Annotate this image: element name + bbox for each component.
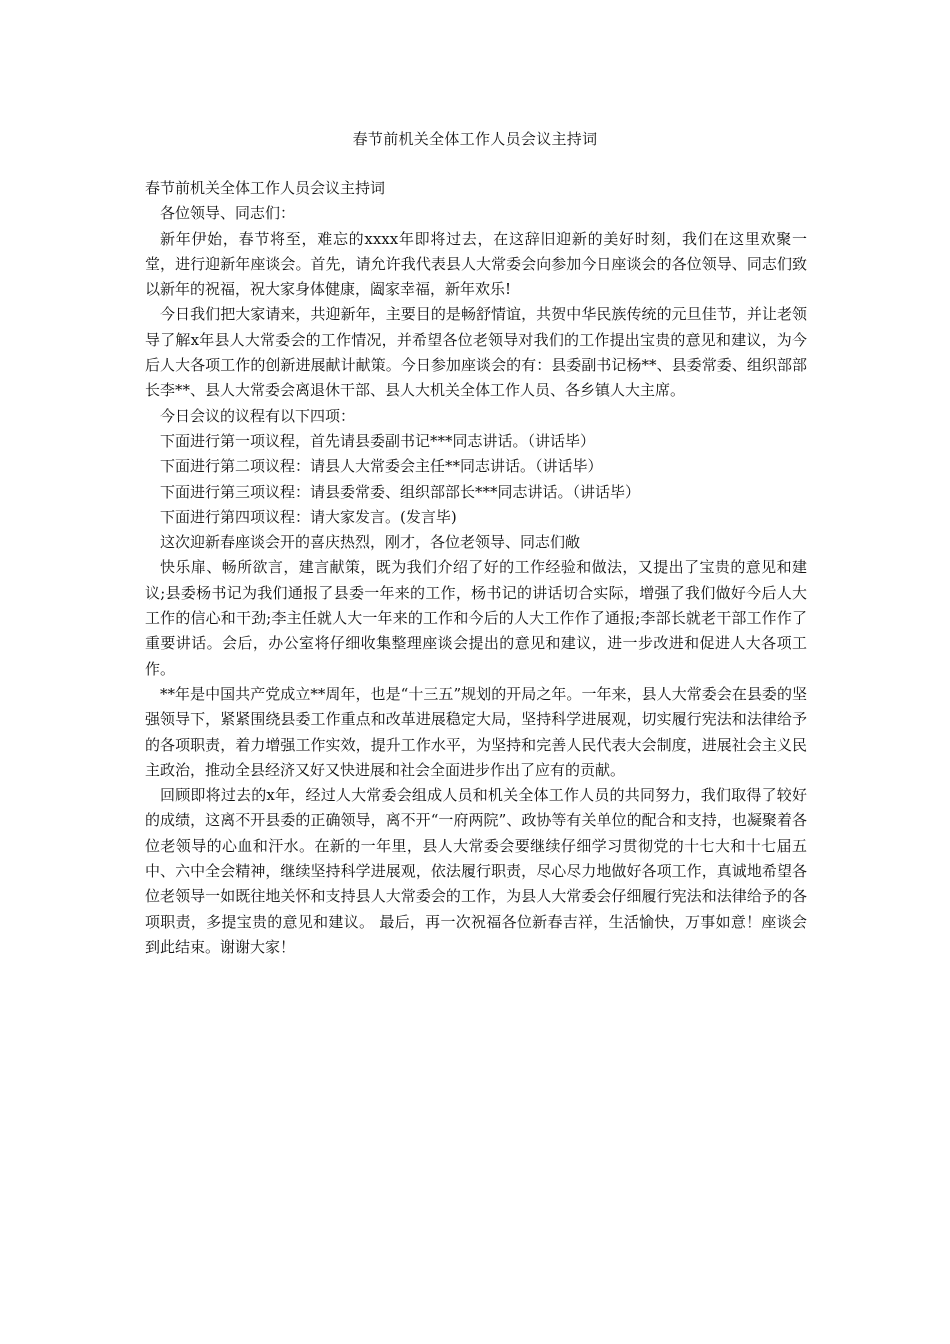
body-paragraph: **年是中国共产党成立**周年，也是“十三五”规划的开局之年。一年来，县人大常委会在县委的坚强领导下，紧紧围绕县委工作重点和改革进展稳定大局，坚持科学进展观，切实履行宪法和法律给予的各项职责，着力增强工作实效，提升工作水平，为坚持和完善人民代表大会制度，进展社会主义民主政治，推动全县经济又好又快进展和社会全面进步作出了应有的贡献。 bbox=[145, 684, 807, 779]
body-paragraph: 这次迎新春座谈会开的喜庆热烈，刚才，各位老领导、同志们敞 bbox=[160, 533, 581, 552]
agenda-item: 下面进行第四项议程：请大家发言。(发言毕) bbox=[160, 507, 457, 526]
agenda-item: 下面进行第二项议程：请县人大常委会主任**同志讲话。（讲话毕） bbox=[160, 457, 603, 476]
salutation-paragraph: 各位领导、同志们： bbox=[160, 204, 296, 223]
agenda-item: 下面进行第三项议程：请县委常委、组织部部长***同志讲话。（讲话毕） bbox=[160, 482, 641, 501]
body-paragraph: 今日我们把大家请来，共迎新年，主要目的是畅舒情谊，共贺中华民族传统的元旦佳节，并让老领导了解x年县人大常委会的工作情况，并希望各位老领导对我们的工作提出宝贵的意见和建议，为今后人大各项工作的创新进展献计献策。今日参加座谈会的有：县委副书记杨**、县委常委、组织部部长李**、县人大常委会离退休干部、县人大机关全体工作人员、各乡镇人大主席。 bbox=[145, 305, 807, 400]
body-paragraph: 快乐扉、畅所欲言，建言献策，既为我们介绍了好的工作经验和做法，又提出了宝贵的意见和建议;县委杨书记为我们通报了县委一年来的工作，杨书记的讲话切合实际，增强了我们做好今后人大工作的信心和干劲;李主任就人大一年来的工作和今后的人大工作作了通报;李部长就老干部工作作了重要讲话。会后，办公室将仔细收集整理座谈会提出的意见和建议，进一步改进和促进人大各项工作。 bbox=[145, 558, 807, 678]
agenda-item: 下面进行第一项议程，首先请县委副书记***同志讲话。（讲话毕） bbox=[160, 431, 596, 450]
closing-paragraph: 回顾即将过去的x年，经过人大常委会组成人员和机关全体工作人员的共同努力，我们取得了较好的成绩，这离不开县委的正确领导，离不开“一府两院”、政协等有关单位的配合和支持，也凝聚着各位老领导的心血和汗水。在新的一年里，县人大常委会要继续仔细学习贯彻党的十七大和十七届五中、六中全会精神，继续坚持科学进展观，依法履行职责，尽心尽力地做好各项工作，真诚地希望各位老领导一如既往地关怀和支持县人大常委会的工作，为县人大常委会仔细履行宪法和法律给予的各项职责，多提宝贵的意见和建议。 最后，再一次祝福各位新春吉祥，生活愉快，万事如意！座谈会到此结束。谢谢大家！ bbox=[145, 786, 807, 956]
document-body bbox=[145, 176, 807, 960]
body-heading: 春节前机关全体工作人员会议主持词 bbox=[145, 179, 386, 197]
document-title: 春节前机关全体工作人员会议主持词 bbox=[352, 130, 598, 148]
body-paragraph: 新年伊始，春节将至，难忘的xxxx年即将过去，在这辞旧迎新的美好时刻，我们在这里欢聚一堂，进行迎新年座谈会。首先，请允许我代表县人大常委会向参加今日座谈会的各位领导、同志们致以新年的祝福，祝大家身体健康，阖家幸福，新年欢乐! bbox=[145, 229, 807, 299]
agenda-intro-paragraph: 今日会议的议程有以下四项： bbox=[160, 406, 356, 425]
